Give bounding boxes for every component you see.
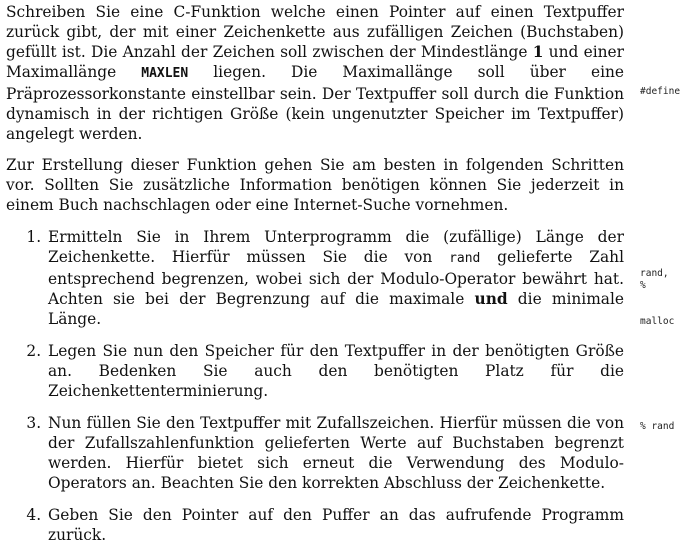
step-2-text: Legen Sie nun den Speicher für den Textpuffer in der benötigten Größe an. Bedenken Sie auch den benötigten Platz für die Zeichenkettenterminierung.: [48, 342, 624, 400]
step-1-text-a: Ermitteln Sie in Ihrem Unterprogramm die (zufällige) Länge der Zeichenkette. Hierfür müssen Sie die von: [48, 228, 624, 266]
rand-code: rand: [449, 251, 481, 266]
step-1: [46, 227, 624, 329]
step-4-text: Geben Sie den Pointer auf den Puffer an das aufrufende Programm zurück.: [48, 506, 624, 544]
margin-note-modulo-rand: % rand: [640, 421, 675, 432]
margin-note-rand: [640, 268, 669, 292]
margin-note-define: #define: [640, 86, 681, 97]
margin-note-rand-line-1: rand,: [640, 268, 669, 279]
step-1-text-c: die minimale Länge.: [48, 290, 624, 328]
step-2: [46, 341, 624, 401]
approach-paragraph: Zur Erstellung dieser Funktion gehen Sie am besten in folgenden Schritten vor. Sollten Sie zusätzliche Information benötigen können Sie jederzeit in einem Buch nachschlagen oder eine Internet-Suche vornehmen.: [6, 156, 624, 214]
min-length-value: 1: [532, 43, 544, 61]
margin-note-malloc: malloc: [640, 316, 675, 327]
main-text-column: [6, 2, 624, 545]
intro-text-part-1: Schreiben Sie eine C-Funktion welche einen Pointer auf einen Textpuffer zurück gibt, der mit einer Zeichenkette aus zufälligen Zeichen (Buchstaben) gefüllt ist. Die Anzahl der Zeichen soll zwischen der Mindestlänge: [6, 3, 624, 61]
step-4: [46, 505, 624, 545]
steps-list: [6, 227, 624, 545]
step-1-text-b: gelieferte Zahl entsprechend begrenzen, wobei sich der Modulo-Operator bewährt hat. Achten sie bei der Begrenzung auf die maximale: [48, 248, 624, 308]
intro-paragraph: [6, 2, 624, 144]
step-3-text: Nun füllen Sie den Textpuffer mit Zufallszeichen. Hierfür müssen die von der Zufallszahlenfunktion gelieferten Werte auf Buchstaben begrenzt werden. Hierfür bietet sich erneut die Verwendung des Modulo-Operators an. Beachten Sie den korrekten Abschluss der Zeichenkette.: [48, 414, 624, 492]
intro-text-part-3: liegen. Die Maximallänge soll über eine Präprozessorkonstante einstellbar sein. Der Textpuffer soll durch die Funktion dynamisch in der richtigen Größe (kein ungenutzter Speicher im Textpuffer) angelegt werden.: [6, 63, 625, 143]
step-3: [46, 413, 624, 493]
intro-text-part-2: und einer Maximallänge: [6, 43, 624, 81]
step-1-bold-und: und: [474, 290, 508, 308]
margin-note-modulo: %: [640, 280, 646, 291]
maxlen-constant: MAXLEN: [141, 66, 189, 81]
